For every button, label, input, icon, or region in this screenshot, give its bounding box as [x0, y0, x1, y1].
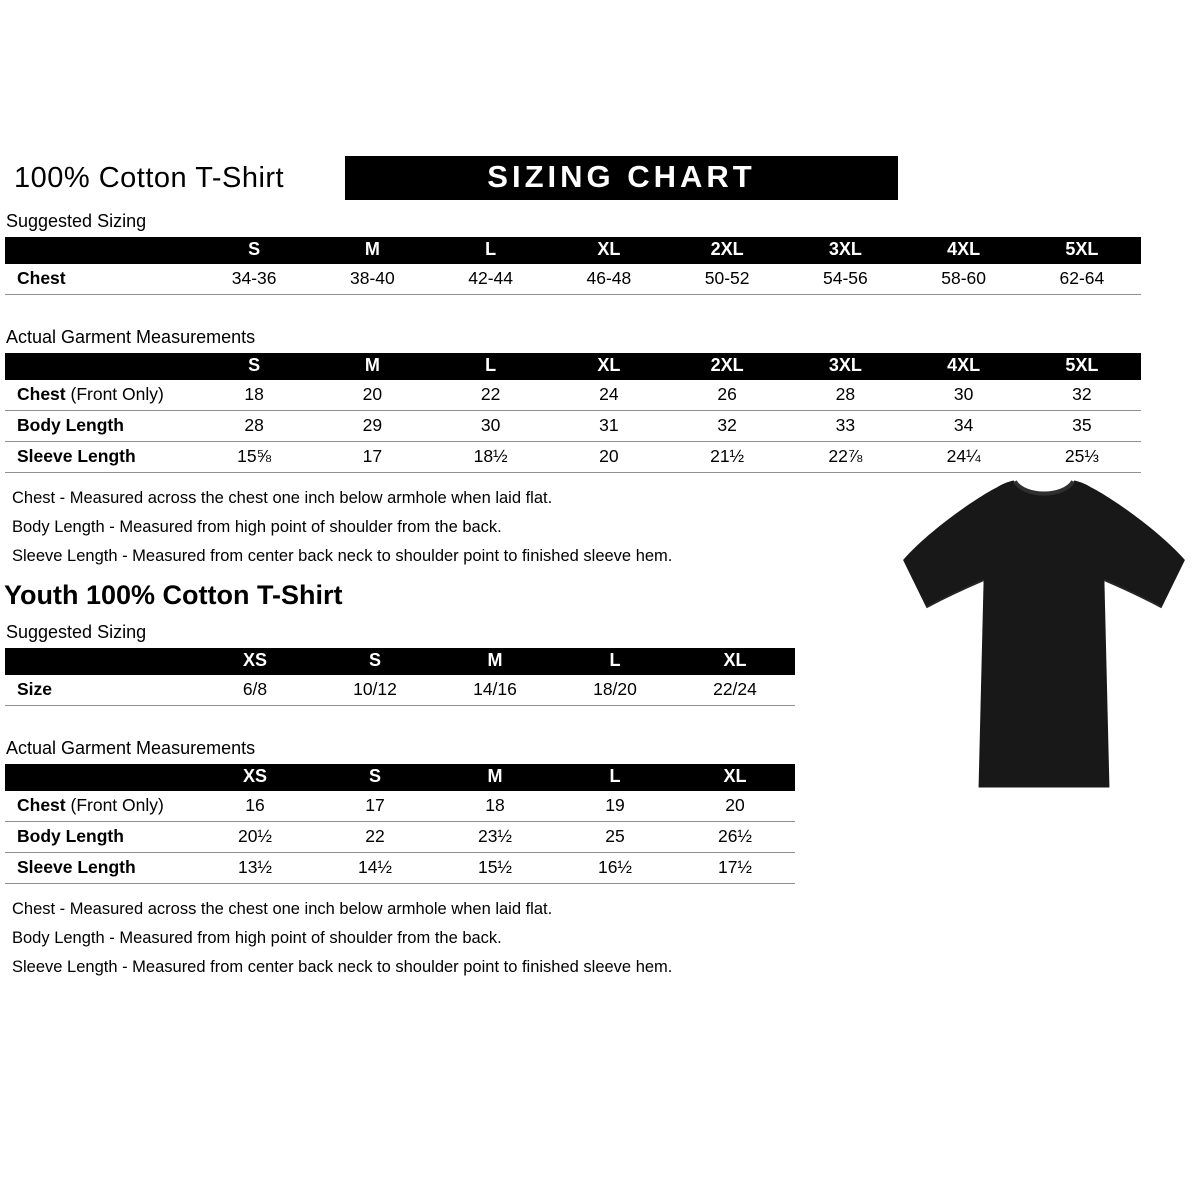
size-column-header: S [195, 353, 313, 380]
note-body-length: Body Length - Measured from high point of shoulder from the back. [12, 518, 502, 536]
size-column-header: 5XL [1023, 353, 1141, 380]
measurement-cell: 17½ [675, 853, 795, 884]
size-column-header: XS [195, 648, 315, 675]
size-column-header: XS [195, 764, 315, 791]
size-column-header: 2XL [668, 237, 786, 264]
size-column-header: S [315, 648, 435, 675]
measurement-cell: 14½ [315, 853, 435, 884]
measurement-cell: 23½ [435, 822, 555, 853]
measurement-cell: 16½ [555, 853, 675, 884]
youth-garment-measurements-table [5, 764, 795, 884]
table-row [5, 264, 1141, 295]
adult-garment-measurements-label: Actual Garment Measurements [6, 327, 256, 347]
youth-title: Youth 100% Cotton T-Shirt [4, 580, 343, 610]
adult-suggested-sizing-table [5, 237, 1141, 295]
measurement-cell: 22⅞ [786, 442, 904, 473]
size-column-header: L [555, 648, 675, 675]
tshirt-graphic [893, 466, 1195, 806]
row-label: Size [5, 675, 195, 706]
measurement-cell: 14/16 [435, 675, 555, 706]
row-label: Sleeve Length [5, 442, 195, 473]
measurement-cell: 58-60 [905, 264, 1023, 295]
measurement-cell: 15½ [435, 853, 555, 884]
tshirt-image [893, 466, 1195, 806]
measurement-cell: 20 [313, 380, 431, 411]
measurement-cell: 34-36 [195, 264, 313, 295]
size-column-header: XL [675, 648, 795, 675]
sizing-chart-banner: SIZING CHART [345, 156, 898, 200]
size-column-header: L [432, 237, 550, 264]
measurement-cell: 38-40 [313, 264, 431, 295]
measurement-cell: 30 [905, 380, 1023, 411]
measurement-cell: 28 [195, 411, 313, 442]
measurement-cell: 17 [315, 791, 435, 822]
measurement-cell: 21½ [668, 442, 786, 473]
measurement-cell: 17 [313, 442, 431, 473]
measurement-cell: 22/24 [675, 675, 795, 706]
size-column-header: S [315, 764, 435, 791]
measurement-cell: 22 [432, 380, 550, 411]
size-column-header: 5XL [1023, 237, 1141, 264]
size-column-header: L [432, 353, 550, 380]
adult-suggested-sizing-label: Suggested Sizing [6, 211, 147, 231]
measurement-cell: 10/12 [315, 675, 435, 706]
size-column-header: 3XL [786, 237, 904, 264]
measurement-cell: 20 [675, 791, 795, 822]
row-label: Chest (Front Only) [5, 791, 195, 822]
size-column-header: 2XL [668, 353, 786, 380]
row-label: Body Length [5, 411, 195, 442]
measurement-cell: 46-48 [550, 264, 668, 295]
size-column-header: S [195, 237, 313, 264]
size-column-header: XL [550, 353, 668, 380]
measurement-cell: 28 [786, 380, 904, 411]
size-column-header: 4XL [905, 353, 1023, 380]
measurement-cell: 32 [1023, 380, 1141, 411]
measurement-cell: 22 [315, 822, 435, 853]
size-column-header: M [435, 764, 555, 791]
measurement-cell: 42-44 [432, 264, 550, 295]
row-label: Body Length [5, 822, 195, 853]
measurement-cell: 32 [668, 411, 786, 442]
table-row [5, 675, 795, 706]
measurement-cell: 26 [668, 380, 786, 411]
measurement-cell: 18/20 [555, 675, 675, 706]
measurement-cell: 35 [1023, 411, 1141, 442]
measurement-cell: 33 [786, 411, 904, 442]
measurement-cell: 24¼ [905, 442, 1023, 473]
adult-garment-measurements-table [5, 353, 1141, 473]
measurement-cell: 25 [555, 822, 675, 853]
measurement-cell: 13½ [195, 853, 315, 884]
measurement-cell: 31 [550, 411, 668, 442]
measurement-cell: 18 [435, 791, 555, 822]
table-row [5, 791, 795, 822]
youth-measurement-notes [0, 900, 1200, 977]
measurement-cell: 19 [555, 791, 675, 822]
note-body-length: Body Length - Measured from high point of shoulder from the back. [12, 929, 502, 947]
note-chest: Chest - Measured across the chest one inch below armhole when laid flat. [12, 900, 553, 918]
size-column-header: L [555, 764, 675, 791]
measurement-cell: 54-56 [786, 264, 904, 295]
note-sleeve-length: Sleeve Length - Measured from center back neck to shoulder point to finished sleeve hem. [12, 958, 673, 976]
measurement-cell: 15⅝ [195, 442, 313, 473]
table-row [5, 380, 1141, 411]
measurement-cell: 29 [313, 411, 431, 442]
youth-suggested-sizing-label: Suggested Sizing [6, 622, 147, 642]
label-column-header [5, 353, 195, 380]
size-column-header: 4XL [905, 237, 1023, 264]
youth-suggested-sizing-table [5, 648, 795, 706]
table-row [5, 853, 795, 884]
label-column-header [5, 764, 195, 791]
measurement-cell: 25⅓ [1023, 442, 1141, 473]
measurement-cell: 16 [195, 791, 315, 822]
label-column-header [5, 237, 195, 264]
measurement-cell: 34 [905, 411, 1023, 442]
row-label: Chest [5, 264, 195, 295]
measurement-cell: 18 [195, 380, 313, 411]
size-column-header: M [313, 353, 431, 380]
size-column-header: M [435, 648, 555, 675]
note-chest: Chest - Measured across the chest one inch below armhole when laid flat. [12, 489, 553, 507]
measurement-cell: 6/8 [195, 675, 315, 706]
size-column-header: M [313, 237, 431, 264]
measurement-cell: 24 [550, 380, 668, 411]
measurement-cell: 62-64 [1023, 264, 1141, 295]
youth-garment-measurements-label: Actual Garment Measurements [6, 738, 256, 758]
measurement-cell: 20½ [195, 822, 315, 853]
page-header [0, 156, 1200, 200]
measurement-cell: 20 [550, 442, 668, 473]
measurement-cell: 18½ [432, 442, 550, 473]
label-column-header [5, 648, 195, 675]
table-row [5, 411, 1141, 442]
size-column-header: 3XL [786, 353, 904, 380]
row-label: Sleeve Length [5, 853, 195, 884]
table-row [5, 822, 795, 853]
row-label: Chest (Front Only) [5, 380, 195, 411]
page-title: 100% Cotton T-Shirt [14, 161, 285, 194]
measurement-cell: 26½ [675, 822, 795, 853]
measurement-cell: 30 [432, 411, 550, 442]
note-sleeve-length: Sleeve Length - Measured from center back neck to shoulder point to finished sleeve hem. [12, 547, 673, 565]
measurement-cell: 50-52 [668, 264, 786, 295]
size-column-header: XL [675, 764, 795, 791]
size-column-header: XL [550, 237, 668, 264]
